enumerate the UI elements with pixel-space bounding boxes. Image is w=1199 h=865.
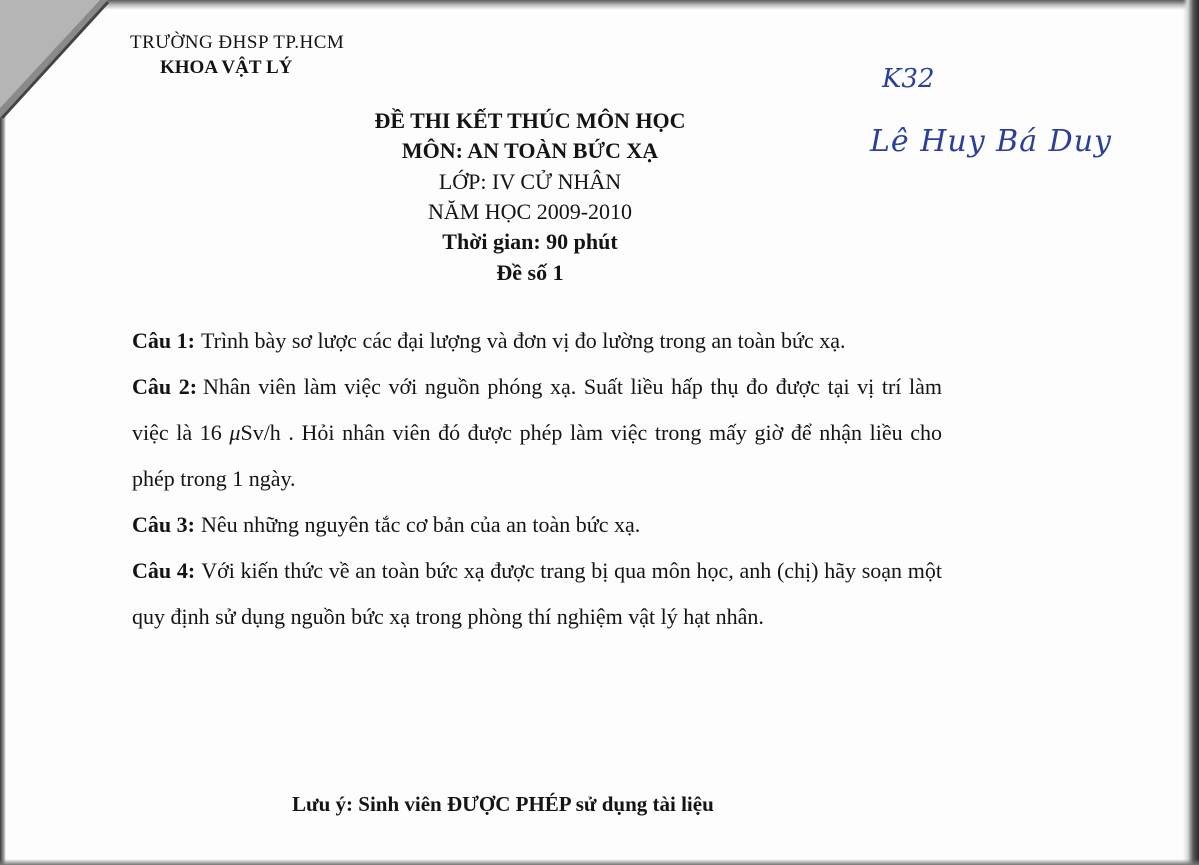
- exam-title: ĐỀ THI KẾT THÚC MÔN HỌC: [374, 108, 686, 133]
- exam-class: LỚP: IV CỬ NHÂN: [438, 168, 622, 194]
- exam-title-block: [330, 106, 730, 288]
- question-3: [132, 502, 942, 548]
- page-edge-right: [1183, 0, 1199, 865]
- question-label: Câu 2:: [132, 374, 198, 399]
- question-text: Trình bày sơ lược các đại lượng và đơn vị đo lường trong an toàn bức xạ.: [200, 328, 846, 353]
- exam-year: NĂM HỌC 2009-2010: [427, 199, 633, 225]
- handwritten-code: K32: [882, 64, 935, 94]
- question-1: [132, 318, 942, 364]
- faculty-name: KHOA VẬT LÝ: [160, 57, 293, 78]
- page-edge-top: [0, 0, 1199, 10]
- school-name: TRƯỜNG ĐHSP TP.HCM: [130, 32, 345, 53]
- question-label: Câu 4:: [132, 558, 196, 583]
- exam-duration: Thời gian: 90 phút: [442, 229, 618, 255]
- question-4: [132, 548, 942, 640]
- exam-variant: Đề số 1: [496, 259, 564, 285]
- exam-note: Lưu ý: Sinh viên ĐƯỢC PHÉP sử dụng tài liệu: [292, 792, 714, 816]
- question-label: Câu 1:: [132, 328, 195, 353]
- question-text: Nhân viên làm việc với nguồn phóng xạ. Suất liều hấp thụ đo được tại vị trí làm việc là 16: [132, 374, 942, 445]
- question-text: Với kiến thức về an toàn bức xạ được trang bị qua môn học, anh (chị) hãy soạn một quy định sử dụng nguồn bức xạ trong phòng thí nghiệm vật lý hạt nhân.: [132, 558, 942, 629]
- exam-subject: MÔN: AN TOÀN BỨC XẠ: [401, 138, 659, 164]
- question-label: Câu 3:: [132, 512, 195, 537]
- folded-corner: [0, 0, 110, 120]
- question-list: [132, 318, 942, 640]
- micro-symbol: μ: [229, 420, 241, 445]
- page-edge-left: [0, 0, 6, 865]
- question-text-continued: Sv/h . Hỏi nhân viên đó được phép làm việc trong mấy giờ để nhận liều cho phép trong 1 ngày.: [132, 420, 942, 491]
- question-text: Nêu những nguyên tắc cơ bản của an toàn bức xạ.: [200, 512, 641, 537]
- page-edge-bottom: [0, 859, 1199, 865]
- question-2: [132, 364, 942, 502]
- handwritten-name: Lê Huy Bá Duy: [870, 124, 1112, 159]
